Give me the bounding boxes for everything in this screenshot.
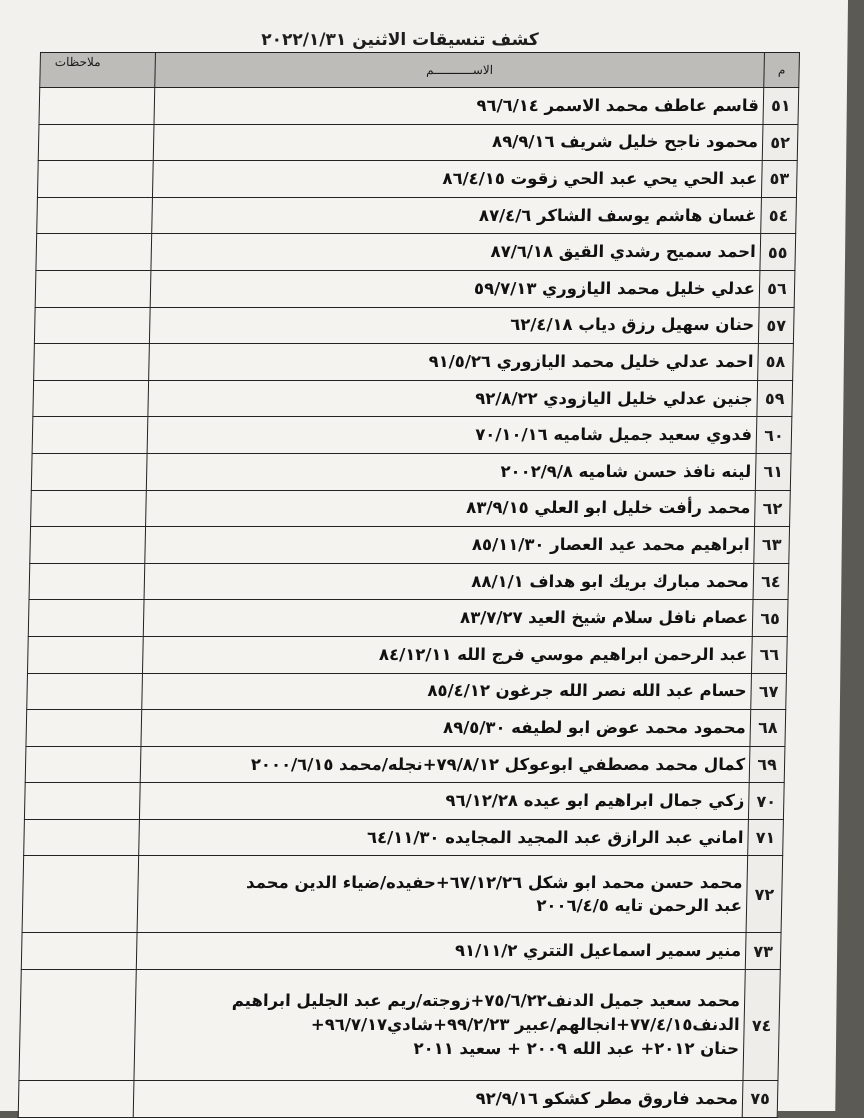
- table-row: [18, 1081, 778, 1118]
- row-notes: [27, 673, 143, 710]
- row-notes: [28, 600, 144, 637]
- table-row: [28, 600, 788, 637]
- row-name: محمود ناجح خليل شريف ٨٩/٩/١٦: [153, 124, 763, 161]
- row-number: ٦٠: [756, 417, 792, 454]
- table-row: [36, 234, 796, 271]
- table-row: [31, 453, 791, 490]
- row-number: ٥٥: [760, 234, 796, 271]
- table-row: [32, 417, 792, 454]
- row-name: عبد الحي يحي عبد الحي زقوت ٨٦/٤/١٥: [152, 161, 762, 198]
- row-notes: [22, 856, 139, 933]
- row-number: ٧٢: [746, 856, 783, 933]
- table-row: [39, 88, 799, 125]
- names-table: [18, 52, 800, 1118]
- row-number: ٥٧: [758, 307, 794, 344]
- table-row: [19, 970, 780, 1081]
- row-number: ٧٠: [748, 783, 784, 820]
- table-row: [31, 490, 791, 527]
- table-row: [37, 161, 797, 198]
- row-name: فدوي سعيد جميل شاميه ٧٠/١٠/١٦: [147, 417, 757, 454]
- row-notes: [31, 453, 147, 490]
- row-notes: [27, 636, 143, 673]
- row-notes: [21, 933, 137, 970]
- table-row: [37, 197, 797, 234]
- table-row: [34, 307, 794, 344]
- row-notes: [38, 124, 154, 161]
- row-notes: [36, 234, 152, 271]
- table-row: [27, 636, 787, 673]
- row-number: ٥٨: [758, 344, 794, 381]
- row-notes: [25, 746, 141, 783]
- table-row: [38, 124, 798, 161]
- table-row: [30, 527, 790, 564]
- row-notes: [29, 563, 145, 600]
- table-row: [24, 783, 784, 820]
- table-row: [21, 933, 781, 970]
- table-body: [18, 88, 799, 1118]
- table-row: [29, 563, 789, 600]
- row-number: ٧٤: [743, 970, 780, 1081]
- names-table-container: [18, 52, 800, 1109]
- row-number: ٦٨: [750, 710, 786, 747]
- row-name: محمد حسن محمد ابو شكل ٦٧/١٢/٢٦+حفيده/ضياء الدين محمد عبد الرحمن تايه ٢٠٠٦/٤/٥: [137, 856, 748, 933]
- row-number: ٦٥: [752, 600, 788, 637]
- table-row: [22, 856, 783, 933]
- row-notes: [32, 417, 148, 454]
- row-notes: [26, 710, 142, 747]
- row-number: ٧١: [748, 819, 784, 856]
- row-name: منير سمير اسماعيل التتري ٩١/١١/٢: [136, 933, 746, 970]
- row-notes: [33, 380, 149, 417]
- row-name: لينه نافذ حسن شاميه ٢٠٠٢/٩/٨: [146, 453, 756, 490]
- row-notes: [34, 307, 150, 344]
- row-notes: [34, 344, 150, 381]
- row-name: عدلي خليل محمد اليازوري ٥٩/٧/١٣: [150, 270, 760, 307]
- row-notes: [30, 527, 146, 564]
- row-number: ٦٧: [751, 673, 787, 710]
- table-row: [26, 710, 786, 747]
- row-number: ٦٤: [753, 563, 789, 600]
- table-row: [24, 819, 784, 856]
- row-notes: [19, 970, 136, 1081]
- row-number: ٦٢: [755, 490, 791, 527]
- row-notes: [37, 161, 153, 198]
- row-notes: [18, 1081, 134, 1118]
- row-notes: [24, 819, 140, 856]
- page-title: كشف تنسيقات الاثنين ٢٠٢٢/١/٣١: [261, 30, 539, 50]
- row-number: ٥١: [763, 88, 799, 125]
- row-name: قاسم عاطف محمد الاسمر ٩٦/٦/١٤: [154, 88, 764, 125]
- row-name: اماني عبد الرازق عبد المجيد المجايده ٦٤/١١/٣٠: [139, 819, 749, 856]
- row-number: ٥٣: [761, 161, 797, 198]
- row-number: ٦٩: [749, 746, 785, 783]
- row-name: حسام عبد الله نصر الله جرغون ٨٥/٤/١٢: [142, 673, 752, 710]
- table-row: [34, 344, 794, 381]
- row-name: زكي جمال ابراهيم ابو عيده ٩٦/١٢/٢٨: [139, 783, 749, 820]
- row-name: محمود محمد عوض ابو لطيفه ٨٩/٥/٣٠: [141, 710, 751, 747]
- row-name: عبد الرحمن ابراهيم موسي فرج الله ٨٤/١٢/١١: [142, 636, 752, 673]
- row-notes: [35, 270, 151, 307]
- row-name: ابراهيم محمد عيد العصار ٨٥/١١/٣٠: [145, 527, 755, 564]
- row-notes: [24, 783, 140, 820]
- row-notes: [37, 197, 153, 234]
- header-name: الاســـــــــــم: [155, 53, 765, 88]
- row-name: محمد فاروق مطر كشكو ٩٢/٩/١٦: [133, 1081, 743, 1118]
- row-number: ٦٦: [751, 636, 787, 673]
- header-notes: ملاحظات: [40, 53, 156, 88]
- row-number: ٥٩: [757, 380, 793, 417]
- row-notes: [31, 490, 147, 527]
- row-number: ٦٣: [754, 527, 790, 564]
- row-name: عصام نافل سلام شيخ العيد ٨٣/٧/٢٧: [143, 600, 753, 637]
- header-number: م: [764, 53, 800, 88]
- row-name: كمال محمد مصطفي ابوعوكل ٧٩/٨/١٢+نجله/محمد ٢٠٠٠/٦/١٥: [140, 746, 750, 783]
- row-number: ٥٢: [762, 124, 798, 161]
- row-number: ٥٤: [761, 197, 797, 234]
- row-notes: [39, 88, 155, 125]
- row-name: محمد سعيد جميل الدنف٧٥/٦/٢٢+زوجته/ريم عبد الجليل ابراهيم الدنف٧٧/٤/١٥+انجالهم/عبير ٩٩/٢/٢٣+شادي٩٦/٧/١٧+ حنان ٢٠١٢+ عبد الله ٢٠٠٩ + سعيد ٢٠١١: [134, 970, 745, 1081]
- row-name: جنين عدلي خليل اليازودي ٩٢/٨/٢٢: [148, 380, 758, 417]
- table-header-row: [40, 53, 800, 88]
- row-number: ٥٦: [759, 270, 795, 307]
- row-name: غسان هاشم يوسف الشاكر ٨٧/٤/٦: [152, 197, 762, 234]
- table-row: [27, 673, 787, 710]
- row-number: ٦١: [755, 453, 791, 490]
- row-name: حنان سهيل رزق دياب ٦٢/٤/١٨: [149, 307, 759, 344]
- row-name: احمد سميح رشدي القيق ٨٧/٦/١٨: [151, 234, 761, 271]
- table-row: [35, 270, 795, 307]
- row-number: ٧٥: [742, 1081, 778, 1118]
- row-name: احمد عدلي خليل محمد اليازوري ٩١/٥/٢٦: [149, 344, 759, 381]
- row-number: ٧٣: [745, 933, 781, 970]
- row-name: محمد مبارك بريك ابو هداف ٨٨/١/١: [144, 563, 754, 600]
- row-name: محمد رأفت خليل ابو العلي ٨٣/٩/١٥: [146, 490, 756, 527]
- table-row: [33, 380, 793, 417]
- table-row: [25, 746, 785, 783]
